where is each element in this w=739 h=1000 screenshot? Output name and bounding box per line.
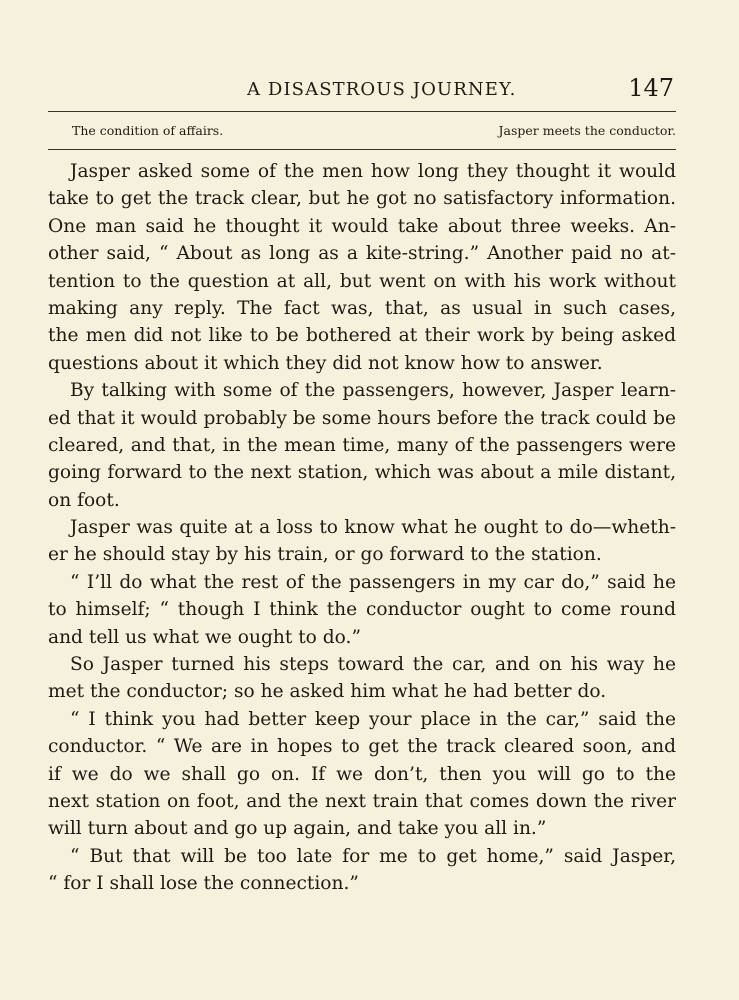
text-line: One man said he thought it would take about three weeks. An-	[48, 215, 676, 237]
side-note-left: The condition of affairs.	[72, 123, 224, 138]
text-line: questions about it which they did not know how to answer.	[48, 352, 603, 374]
text-line: er he should stay by his train, or go forward to the station.	[48, 544, 602, 566]
page-number: 147	[628, 74, 674, 102]
text-line: other said, “ About as long as a kite-string.” Another paid no at-	[48, 243, 676, 265]
body-text	[48, 158, 676, 898]
text-line: on foot.	[48, 489, 120, 511]
text-line: tention to the question at all, but went on with his work without	[48, 270, 676, 292]
text-line: By talking with some of the passengers, however, Jasper learn-	[70, 380, 676, 402]
text-line: cleared, and that, in the mean time, many of the passengers were	[48, 434, 676, 456]
running-title: A DISASTROUS JOURNEY.	[247, 79, 517, 100]
text-line: to himself; “ though I think the conductor ought to come round	[48, 599, 676, 621]
text-line: “ I’ll do what the rest of the passengers in my car do,” said he	[70, 571, 676, 593]
text-line: and tell us what we ought to do.”	[48, 626, 361, 648]
text-line: conductor. “ We are in hopes to get the track cleared soon, and	[48, 736, 676, 758]
text-line: take to get the track clear, but he got no satisfactory information.	[48, 188, 676, 210]
header-rule	[48, 111, 676, 112]
side-notes	[72, 123, 676, 141]
text-line: met the conductor; so he asked him what he had better do.	[48, 681, 607, 703]
text-line: if we do we shall go on. If we don’t, then you will go to the	[48, 763, 676, 785]
text-line: Jasper asked some of the men how long they thought it would	[70, 161, 676, 182]
text-line: “ But that will be too late for me to get home,” said Jasper,	[70, 845, 676, 867]
side-note-right: Jasper meets the conductor.	[498, 123, 676, 138]
text-line: Jasper was quite at a loss to know what he ought to do—wheth-	[70, 517, 676, 539]
side-notes-rule	[48, 149, 676, 150]
text-line: “ for I shall lose the connection.”	[48, 873, 359, 895]
text-line: next station on foot, and the next train that comes down the river	[48, 790, 676, 812]
text-line: making any reply. The fact was, that, as usual in such cases,	[48, 297, 676, 319]
text-line: the men did not like to be bothered at their work by being asked	[48, 325, 676, 347]
text-line: will turn about and go up again, and take you all in.”	[48, 818, 547, 840]
text-line: “ I think you had better keep your place in the car,” said the	[70, 708, 676, 730]
text-line: ed that it would probably be some hours before the track could be	[48, 407, 676, 429]
text-line: So Jasper turned his steps toward the car, and on his way he	[70, 654, 676, 676]
text-line: going forward to the next station, which was about a mile distant,	[48, 462, 676, 484]
running-head	[47, 75, 678, 105]
